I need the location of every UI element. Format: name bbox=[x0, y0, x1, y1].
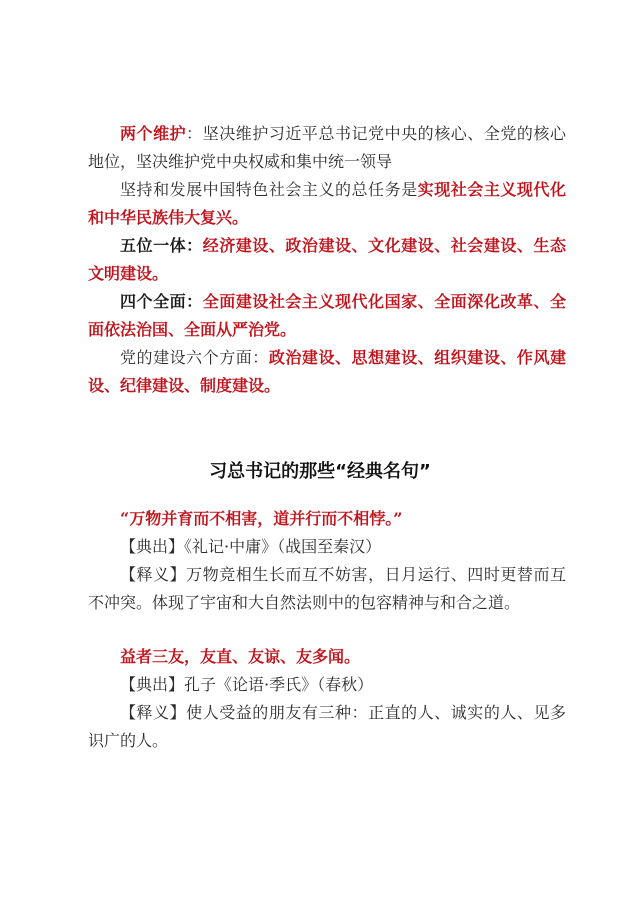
five-in-one-paragraph bbox=[88, 232, 566, 288]
quote1-source: 【典出】《礼记·中庸》（战国至秦汉） bbox=[120, 537, 382, 556]
quote1-meaning: 【释义】万物竞相生长而互不妨害，日月运行、四时更替而互不冲突。体现了宇宙和大自然法则中的包容精神与和合之道。 bbox=[88, 565, 566, 612]
two-safeguards-paragraph bbox=[88, 120, 566, 176]
four-comprehensives-label: 四个全面： bbox=[120, 292, 203, 311]
four-comprehensives-paragraph bbox=[88, 288, 566, 344]
quote2-meaning: 【释义】使人受益的朋友有三种：正直的人、诚实的人、见多识广的人。 bbox=[88, 703, 566, 750]
party-building-paragraph bbox=[88, 344, 566, 400]
party-building-highlight: 政治建设、思想建设、组织建设、作风建设、纪律建设、制度建设。 bbox=[88, 348, 566, 395]
quote2-source: 【典出】孔子《论语·季氏》（春秋） bbox=[120, 675, 374, 694]
quote2-text: 益者三友，友直、友谅、友多闻。 bbox=[120, 647, 361, 666]
general-task-highlight: 实现社会主义现代化和中华民族伟大复兴。 bbox=[88, 180, 566, 227]
two-safeguards-label: 两个维护 bbox=[120, 124, 187, 143]
two-safeguards-colon: ： bbox=[186, 124, 203, 143]
five-in-one-highlight: 经济建设、政治建设、文化建设、社会建设、生态文明建设。 bbox=[88, 236, 566, 283]
general-task-paragraph bbox=[88, 176, 566, 232]
four-comprehensives-highlight: 全面建设社会主义现代化国家、全面深化改革、全面依法治国、全面从严治党。 bbox=[88, 292, 566, 339]
five-in-one-label: 五位一体： bbox=[120, 236, 203, 255]
party-building-text: 党的建设六个方面： bbox=[120, 348, 269, 367]
section-title: 习总书记的那些“经典名句” bbox=[209, 461, 431, 482]
two-safeguards-text: 坚决维护习近平总书记党中央的核心、全党的核心地位，坚决维护党中央权威和集中统一领导 bbox=[88, 124, 566, 171]
general-task-text: 坚持和发展中国特色社会主义的总任务是 bbox=[120, 180, 418, 199]
quote1-text: “万物并育而不相害，道并行而不相悖。” bbox=[120, 509, 403, 528]
